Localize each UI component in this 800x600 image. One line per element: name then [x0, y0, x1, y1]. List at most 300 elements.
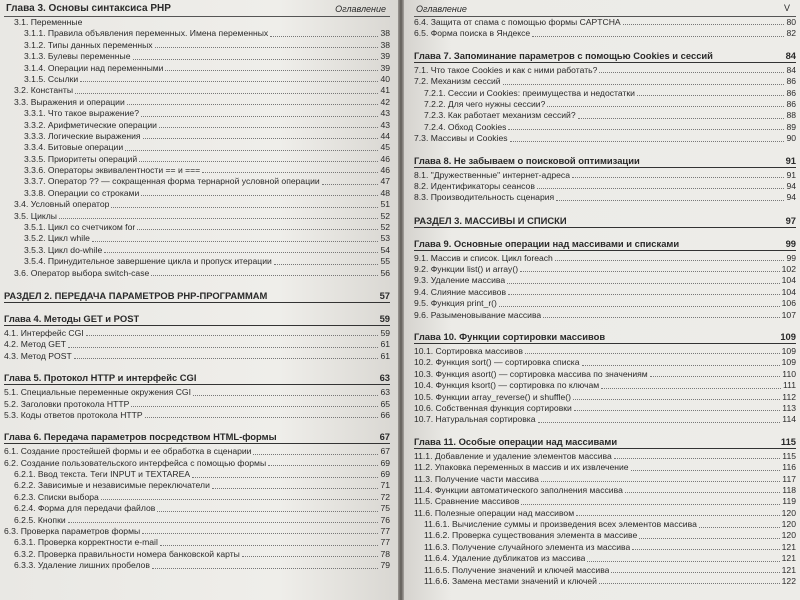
chapter-heading [414, 330, 796, 344]
toc-entry [4, 233, 390, 244]
toc-entry-page-number: 52 [380, 222, 390, 233]
toc-entry-title: 3.5. Циклы [14, 210, 57, 221]
toc-entry [4, 515, 390, 526]
toc-entry [4, 74, 390, 85]
toc-entry-page-number: 104 [781, 275, 796, 286]
dot-leader [599, 583, 780, 584]
toc-entry [4, 40, 390, 51]
dot-leader [274, 264, 379, 265]
dot-leader [152, 568, 379, 569]
chapter-heading-page-number: 59 [379, 312, 390, 324]
dot-leader [101, 499, 379, 500]
toc-entry-title: 5.3. Коды ответов протокола HTTP [4, 409, 143, 420]
chapter-heading [4, 312, 390, 326]
toc-entry [414, 392, 796, 403]
toc-entry [414, 192, 796, 203]
toc-entry [414, 88, 796, 99]
toc-entry-title: 7.2.1. Сессии и Cookies: преимущества и недостатки [424, 87, 635, 98]
toc-entry [4, 339, 390, 350]
toc-entry [414, 474, 796, 485]
toc-entry [414, 462, 796, 473]
chapter-heading-title: Глава 9. Основные операции над массивами и списками [414, 237, 680, 249]
toc-entry-title: 3.6. Оператор выбора switch-case [14, 267, 150, 278]
toc-entry-title: 3.3.6. Операторы эквивалентности == и === [24, 165, 201, 176]
toc-entry [4, 108, 390, 119]
toc-entry-page-number: 86 [786, 98, 796, 109]
dot-leader [623, 24, 785, 25]
toc-entry-list [4, 328, 390, 362]
toc-entry [4, 199, 390, 210]
toc-entry-title: 9.3. Удаление массива [414, 275, 506, 286]
chapter-heading [414, 435, 796, 449]
toc-entry-title: 11.6.5. Получение значений и ключей массива [424, 564, 610, 575]
dot-leader [639, 538, 779, 539]
toc-entry [414, 451, 796, 462]
toc-entry [414, 287, 796, 298]
toc-entry [414, 253, 796, 264]
toc-entry-page-number: 94 [786, 180, 796, 191]
dot-leader [599, 72, 784, 73]
section-heading-title: РАЗДЕЛ 3. МАССИВЫ И СПИСКИ [414, 214, 567, 226]
running-head-title: Глава 3. Основы синтаксиса PHP [6, 3, 171, 14]
toc-entry [414, 65, 796, 76]
toc-entry-page-number: 120 [781, 507, 796, 518]
toc-entry-title: 6.3.2. Проверка правильности номера банковской карты [14, 548, 240, 559]
toc-entry-list [414, 346, 796, 426]
toc-entry-title: 6.4. Защита от спама с помощью формы CAPTCHA [414, 16, 621, 27]
chapter-heading-title: Глава 7. Запоминание параметров с помощью Cookies и сессий [414, 49, 713, 61]
dot-leader [547, 106, 784, 107]
dot-leader [80, 81, 378, 82]
toc-entry [414, 298, 796, 309]
chapter-heading-page-number: 91 [785, 154, 796, 166]
dot-leader [538, 422, 781, 423]
dot-leader [131, 406, 378, 407]
toc-entry-title: 5.2. Заголовки протокола HTTP [4, 398, 130, 409]
toc-entry-title: 7.2.4. Обход Cookies [424, 121, 507, 132]
dot-leader [614, 458, 781, 459]
dot-leader [68, 522, 379, 523]
toc-entry-title: 3.1. Переменные [14, 16, 83, 27]
toc-entry [414, 496, 796, 507]
toc-entry-list [4, 17, 390, 279]
dot-leader [601, 388, 781, 389]
toc-entry-title: 3.5.2. Цикл while [24, 233, 90, 244]
toc-entry [414, 76, 796, 87]
dot-leader [510, 141, 785, 142]
toc-entry-title: 4.3. Метод POST [4, 350, 72, 361]
toc-entry-page-number: 44 [380, 130, 390, 141]
toc-entry-page-number: 41 [380, 85, 390, 96]
toc-entry [4, 97, 390, 108]
dot-leader [75, 93, 378, 94]
toc-entry [4, 51, 390, 62]
toc-entry-title: 6.3.1. Проверка корректности e-mail [14, 537, 158, 548]
dot-leader [127, 104, 379, 105]
toc-entry-title: 3.3.2. Арифметические операции [24, 119, 157, 130]
toc-entry-title: 3.3.3. Логические выражения [24, 130, 141, 141]
toc-entry-title: 3.1.3. Булевы переменные [24, 51, 131, 62]
toc-entry-page-number: 43 [380, 108, 390, 119]
toc-entry [414, 264, 796, 275]
dot-leader [637, 95, 784, 96]
toc-entry-page-number: 46 [380, 153, 390, 164]
toc-entry-title: 3.1.1. Правила объявления переменных. Имена переменных [24, 28, 269, 39]
toc-entry-title: 6.2.2. Зависимые и независимые переключатели [14, 480, 210, 491]
toc-entry [4, 410, 390, 421]
toc-entry-title: 6.5. Форма поиска в Яндексе [414, 28, 531, 39]
dot-leader [155, 47, 379, 48]
toc-entry [414, 346, 796, 357]
toc-entry-title: 3.3.4. Битовые операции [24, 142, 124, 153]
toc-entry-page-number: 102 [781, 264, 796, 275]
toc-entry [414, 310, 796, 321]
chapter-heading-title: Глава 4. Методы GET и POST [4, 312, 140, 324]
toc-entry-title: 3.3.7. Оператор ?? — сокращенная форма тернарной условной операции [24, 176, 320, 187]
toc-entry-page-number: 109 [781, 357, 796, 368]
dot-leader [193, 395, 378, 396]
toc-entry-title: 6.1. Создание простейшей формы и ее обработка в сценарии [4, 446, 252, 457]
dot-leader [572, 177, 784, 178]
toc-entry-page-number: 67 [380, 446, 390, 457]
dot-leader [508, 129, 784, 130]
chapter-heading-page-number: 109 [780, 331, 796, 343]
dot-leader [543, 317, 779, 318]
section-heading-page-number: 57 [379, 289, 390, 301]
toc-entry [4, 503, 390, 514]
dot-leader [582, 365, 780, 366]
toc-entry-title: 9.5. Функция print_r() [414, 298, 497, 309]
toc-entry-page-number: 111 [782, 380, 796, 391]
toc-entry-title: 6.2.3. Списки выбора [14, 491, 99, 502]
dot-leader [541, 481, 780, 482]
toc-entry-page-number: 113 [782, 402, 796, 413]
toc-entry-page-number: 78 [380, 548, 390, 559]
toc-entry-title: 8.3. Производительность сценария [414, 192, 555, 203]
dot-leader [160, 545, 379, 546]
toc-right-page [404, 0, 800, 600]
toc-entry [4, 268, 390, 279]
toc-entry-title: 6.2.4. Форма для передачи файлов [14, 503, 156, 514]
toc-entry [4, 328, 390, 339]
toc-entry-title: 11.2. Упаковка переменных в массив и их извлечение [414, 462, 629, 473]
section-heading-title: РАЗДЕЛ 2. ПЕРЕДАЧА ПАРАМЕТРОВ PHP-ПРОГРАММАМ [4, 289, 268, 301]
toc-entry [4, 458, 390, 469]
toc-right-body [414, 17, 796, 587]
dot-leader [611, 572, 779, 573]
dot-leader [253, 454, 378, 455]
toc-entry [4, 188, 390, 199]
dot-leader [507, 283, 780, 284]
toc-entry [4, 176, 390, 187]
toc-entry [4, 399, 390, 410]
toc-entry [414, 565, 796, 576]
toc-entry [4, 526, 390, 537]
toc-entry [4, 63, 390, 74]
toc-entry-title: 3.5.4. Принудительное завершение цикла и пропуск итерации [24, 256, 272, 267]
chapter-heading-title: Глава 10. Функции сортировки массивов [414, 331, 606, 343]
toc-entry-title: 11.6.3. Получение случайного элемента из массива [424, 541, 631, 552]
toc-entry-list [414, 253, 796, 321]
toc-entry [414, 17, 796, 28]
dot-leader [141, 195, 378, 196]
chapter-heading [414, 237, 796, 251]
toc-entry-title: 6.3.3. Удаление лишних пробелов [14, 560, 150, 571]
dot-leader [143, 138, 379, 139]
dot-leader [499, 306, 780, 307]
toc-entry [414, 380, 796, 391]
toc-entry-page-number: 55 [380, 256, 390, 267]
dot-leader [650, 376, 781, 377]
dot-leader [141, 116, 378, 117]
chapter-heading-page-number: 63 [379, 372, 390, 384]
dot-leader [578, 118, 785, 119]
toc-entry-page-number: 75 [380, 503, 390, 514]
toc-entry-title: 7.2.3. Как работает механизм сессий? [424, 110, 576, 121]
running-head-left [4, 0, 390, 17]
dot-leader [508, 294, 780, 295]
toc-entry-title: 3.5.3. Цикл do-while [24, 244, 103, 255]
toc-entry-page-number: 82 [786, 28, 796, 39]
toc-entry-page-number: 112 [782, 391, 796, 402]
toc-entry-title: 6.2.1. Ввод текста. Теги INPUT и TEXTAREA [14, 469, 191, 480]
dot-leader [322, 184, 379, 185]
toc-entry-title: 11.1. Добавление и удаление элементов массива [414, 450, 612, 461]
toc-entry-page-number: 107 [781, 309, 796, 320]
toc-entry [414, 542, 796, 553]
toc-entry [414, 170, 796, 181]
toc-entry [4, 120, 390, 131]
toc-entry-list [414, 451, 796, 588]
dot-leader [537, 188, 785, 189]
toc-entry-page-number: 63 [380, 387, 390, 398]
dot-leader [268, 465, 378, 466]
toc-entry-page-number: 46 [380, 165, 390, 176]
toc-entry [414, 28, 796, 39]
toc-entry-page-number: 94 [786, 192, 796, 203]
dot-leader [133, 59, 379, 60]
page-number: V [783, 3, 790, 13]
toc-entry [4, 211, 390, 222]
toc-entry-page-number: 56 [380, 267, 390, 278]
toc-entry [4, 537, 390, 548]
dot-leader [142, 533, 378, 534]
toc-entry [4, 131, 390, 142]
dot-leader [521, 504, 780, 505]
toc-entry [414, 485, 796, 496]
toc-entry-title: 3.4. Условный оператор [14, 199, 110, 210]
toc-entry-page-number: 116 [782, 462, 796, 473]
running-head-right [414, 0, 796, 17]
toc-entry-title: 7.1. Что такое Cookies и как с ними работать? [414, 64, 598, 75]
toc-entry [4, 85, 390, 96]
toc-entry-title: 10.1. Сортировка массивов [414, 346, 523, 357]
section-heading [4, 289, 390, 303]
dot-leader [503, 84, 785, 85]
toc-entry-page-number: 69 [380, 457, 390, 468]
toc-entry-title: 9.1. Массив и список. Цикл foreach [414, 252, 553, 263]
toc-entry-page-number: 59 [380, 327, 390, 338]
toc-entry-title: 4.1. Интерфейс CGI [4, 327, 84, 338]
toc-entry [414, 403, 796, 414]
toc-entry-page-number: 71 [380, 480, 390, 491]
toc-entry-title: 4.2. Метод GET [4, 339, 66, 350]
toc-entry-title: 3.3.5. Приоритеты операций [24, 153, 138, 164]
toc-entry [4, 549, 390, 560]
toc-entry-page-number: 42 [380, 96, 390, 107]
toc-entry [4, 256, 390, 267]
toc-entry-page-number: 52 [380, 210, 390, 221]
toc-entry-title: 3.3.8. Операции со строками [24, 187, 140, 198]
toc-entry [414, 519, 796, 530]
chapter-heading-title: Глава 11. Особые операции над массивами [414, 435, 618, 447]
dot-leader [525, 353, 780, 354]
dot-leader [86, 335, 379, 336]
dot-leader [59, 218, 379, 219]
toc-entry-page-number: 91 [786, 169, 796, 180]
toc-entry-title: 10.2. Функция sort() — сортировка списка [414, 357, 580, 368]
toc-entry [4, 142, 390, 153]
toc-entry-page-number: 53 [380, 233, 390, 244]
chapter-heading-title: Глава 6. Передача параметров посредством HTML-формы [4, 431, 277, 443]
toc-entry-page-number: 86 [786, 76, 796, 87]
toc-entry-page-number: 90 [786, 133, 796, 144]
toc-entry-page-number: 40 [380, 73, 390, 84]
dot-leader [212, 488, 379, 489]
toc-entry-page-number: 77 [380, 537, 390, 548]
section-heading [414, 214, 796, 228]
toc-entry [4, 154, 390, 165]
toc-entry [4, 245, 390, 256]
dot-leader [242, 556, 379, 557]
toc-entry-title: 3.3.1. Что такое выражение? [24, 108, 139, 119]
toc-entry-title: 8.2. Идентификаторы сеансов [414, 180, 535, 191]
toc-entry-page-number: 86 [786, 87, 796, 98]
running-head-label: Оглавление [335, 4, 386, 14]
toc-entry-title: 9.2. Функции list() и array() [414, 264, 519, 275]
toc-entry [4, 492, 390, 503]
dot-leader [104, 252, 378, 253]
toc-entry [4, 165, 390, 176]
toc-entry [414, 181, 796, 192]
toc-entry [4, 17, 390, 28]
toc-entry-page-number: 54 [380, 244, 390, 255]
running-head-label: Оглавление [416, 4, 467, 14]
dot-leader [125, 150, 378, 151]
dot-leader [632, 549, 779, 550]
dot-leader [111, 207, 378, 208]
toc-entry-page-number: 99 [786, 252, 796, 263]
chapter-heading [4, 430, 390, 444]
toc-entry-page-number: 65 [380, 398, 390, 409]
toc-entry-page-number: 61 [380, 350, 390, 361]
toc-entry-page-number: 121 [781, 553, 796, 564]
toc-entry-page-number: 114 [782, 414, 796, 425]
toc-entry [414, 99, 796, 110]
toc-entry-title: 5.1. Специальные переменные окружения CGI [4, 387, 191, 398]
chapter-heading-title: Глава 8. Не забываем о поисковой оптимизации [414, 154, 640, 166]
toc-entry-list [4, 387, 390, 421]
toc-entry-page-number: 115 [782, 450, 796, 461]
dot-leader [165, 70, 378, 71]
dot-leader [520, 271, 780, 272]
toc-entry-page-number: 88 [786, 110, 796, 121]
chapter-heading [414, 154, 796, 168]
toc-entry [414, 553, 796, 564]
toc-entry-page-number: 121 [781, 564, 796, 575]
dot-leader [202, 172, 378, 173]
toc-entry-page-number: 84 [786, 64, 796, 75]
toc-entry-page-number: 106 [781, 298, 796, 309]
toc-entry [4, 222, 390, 233]
toc-entry-page-number: 66 [380, 409, 390, 420]
toc-entry-page-number: 76 [380, 514, 390, 525]
dot-leader [625, 492, 780, 493]
dot-leader [631, 470, 781, 471]
toc-entry-title: 3.1.5. Ссылки [24, 73, 79, 84]
toc-entry [4, 469, 390, 480]
toc-entry-title: 6.2.5. Кнопки [14, 514, 66, 525]
dot-leader [556, 200, 784, 201]
toc-entry [414, 414, 796, 425]
toc-left-body [4, 17, 390, 572]
toc-entry-list [4, 446, 390, 571]
toc-entry-page-number: 77 [380, 526, 390, 537]
toc-entry-page-number: 47 [380, 176, 390, 187]
toc-entry-title: 11.6.6. Замена местами значений и ключей [424, 576, 597, 587]
toc-entry-page-number: 39 [380, 51, 390, 62]
toc-entry-page-number: 121 [781, 541, 796, 552]
toc-entry-list [414, 65, 796, 145]
toc-entry-title: 10.6. Собственная функция сортировки [414, 402, 572, 413]
chapter-heading-page-number: 84 [785, 49, 796, 61]
toc-entry-title: 11.6. Полезные операции над массивом [414, 507, 575, 518]
toc-entry-page-number: 120 [781, 530, 796, 541]
toc-entry [414, 508, 796, 519]
toc-entry-page-number: 110 [782, 368, 796, 379]
toc-entry [414, 369, 796, 380]
toc-entry-title: 9.6. Разыменовывание массива [414, 309, 542, 320]
toc-entry-page-number: 48 [380, 187, 390, 198]
toc-entry [414, 275, 796, 286]
dot-leader [555, 260, 785, 261]
toc-entry-page-number: 117 [782, 473, 796, 484]
toc-entry-title: 10.5. Функции array_reverse() и shuffle() [414, 391, 571, 402]
toc-entry [4, 481, 390, 492]
toc-entry-page-number: 38 [380, 39, 390, 50]
toc-entry [414, 110, 796, 121]
toc-entry-page-number: 104 [781, 286, 796, 297]
dot-leader [159, 127, 378, 128]
toc-entry-title: 11.6.1. Вычисление суммы и произведения всех элементов массива [424, 519, 697, 530]
toc-entry [414, 576, 796, 587]
toc-entry-page-number: 109 [781, 346, 796, 357]
toc-entry [414, 133, 796, 144]
toc-entry-title: 11.6.2. Проверка существования элемента в массиве [424, 530, 638, 541]
toc-entry-title: 6.2. Создание пользовательского интерфейса с помощью формы [4, 457, 267, 468]
chapter-heading [4, 371, 390, 385]
dot-leader [576, 515, 780, 516]
chapter-heading-page-number: 67 [379, 431, 390, 443]
toc-entry-title: 11.5. Сравнение массивов [414, 496, 520, 507]
chapter-heading [414, 49, 796, 63]
toc-entry [414, 531, 796, 542]
toc-entry-page-number: 61 [380, 339, 390, 350]
dot-leader [68, 347, 378, 348]
toc-entry-page-number: 118 [782, 484, 796, 495]
toc-entry-page-number: 119 [782, 496, 796, 507]
dot-leader [270, 36, 378, 37]
